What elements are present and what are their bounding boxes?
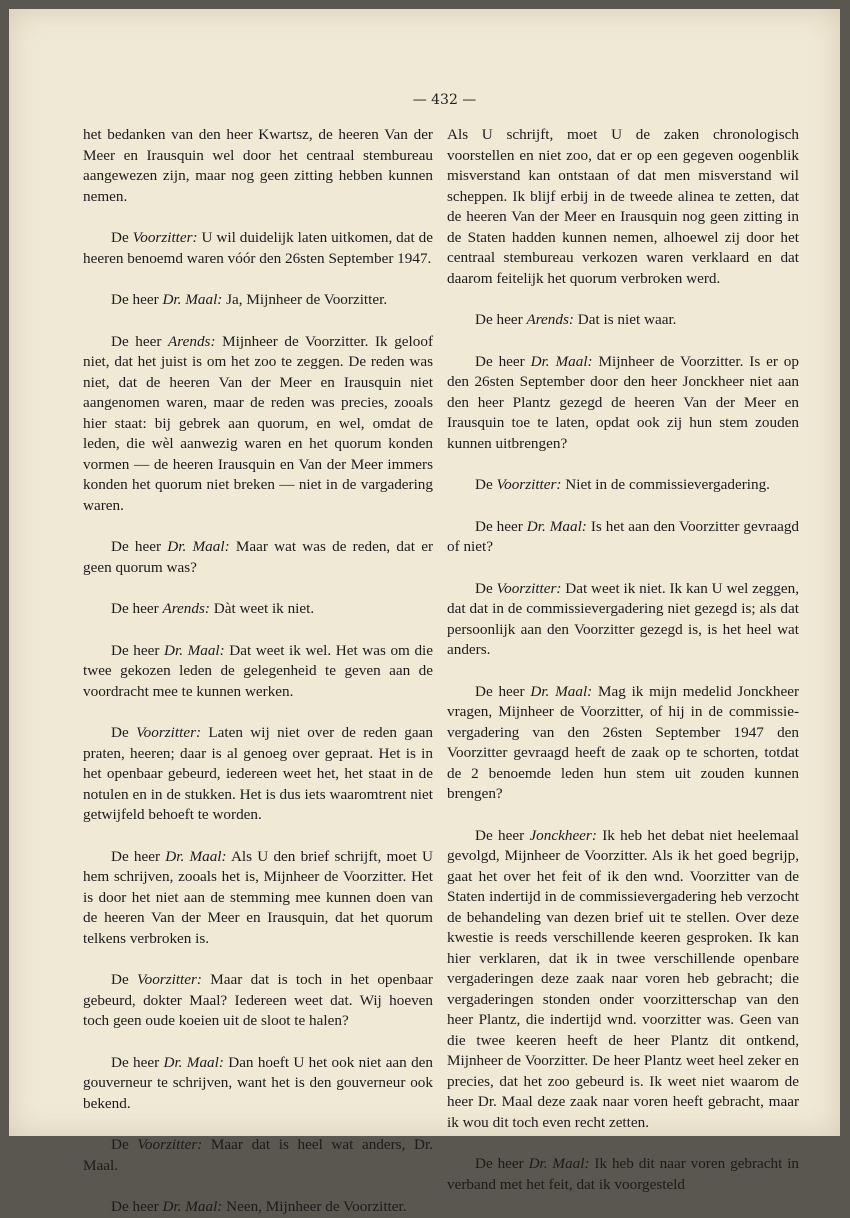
paragraph: De Voorzitter: Maar dat is heel wat anders, Dr. Maal. — [83, 1136, 433, 1174]
paragraph: De heer Dr. Maal: Ik heb dit naar voren gebracht in verband met het feit, dat ik voorgesteld — [447, 1155, 800, 1193]
paragraph: De heer Dr. Maal: Ja, Mijnheer de Voorzitter. — [111, 291, 388, 308]
scanned-page — [9, 9, 840, 1215]
paragraph: De heer Arends: Mijnheer de Voorzitter. Ik geloof niet, dat het juist is om het zoo te zeggen. De reden was niet, dat de heeren Van der Meer en Irausquin niet aangenomen waren, maar de reden was precies, zooals hier staat: bij gebrek aan quorum, en wel, omdat de leden, die wèl aanwezig waren en het quorum konden vormen — de heeren Irausquin en Van der Meer immers konden het quorum niet breken — niet in de vargadering waren. — [83, 332, 434, 514]
paragraph: De heer Dr. Maal: Is het aan den Voorzitter gevraagd of niet? — [447, 517, 800, 555]
paragraph: De heer Dr. Maal: Als U den brief schrijft, moet U hem schrijven, zooals het is, Mijnheer de Voorzitter. Het is door het niet aan de stemming mee kunnen doen van de heeren Van der Meer en Irausquin, dat het quorum telkens verbroken is. — [83, 847, 434, 947]
paragraph: De heer Dr. Maal: Dat weet ik wel. Het was om die twee gekozen leden de gelegenheid te geven aan de voordracht mee te kunnen werken. — [83, 641, 433, 700]
speaker-name: Arends: — [526, 311, 574, 328]
speaker-name: Dr. Maal: — [164, 641, 225, 659]
paragraph: De heer Dr. Maal: Dan hoeft U het ook niet aan den gouverneur te schrijven, want het is den gouverneur ook bekend. — [83, 1053, 434, 1112]
paragraph: De Voorzitter: U wil duidelijk laten uitkomen, dat de heeren benoemd waren vóór den 26sten September 1947. — [83, 229, 433, 267]
paragraph: De heer Dr. Maal: Mijnheer de Voorzitter. Is er op den 26sten September door den heer Jonckheer niet aan den heer Plantz gezegd de heeren Van der Meer en Irausquin toe te laten, opdat ook zij hun stem zouden kunnen uitbrengen? — [447, 352, 799, 452]
paragraph: De heer Dr. Maal: Neen, Mijnheer de Voorzitter. — [111, 1198, 407, 1215]
paragraph: De heer Jonckheer: Ik heb het debat niet heelemaal gevolgd, Mijnheer de Voorzitter. Als ik het goed begrijp, gaat het over het feit of ik den wnd. Voorzitter van de Staten indertijd in de commissievergadering heb verzocht de behandeling van dezen brief uit te stellen. Over deze kwestie is reeds verschillende keeren gesproken. Ik kan hier verklaren, dat ik in twee verschillende openbare vergaderingen deze zaak naar voren heb gebracht; die vergaderingen stonden onder voorzitterschap van den heer Plantz, die indertijd wnd. voorzitter was. Geen van die twee keeren heeft de heer Plantz dit ontkend, Mijnheer de Voorzitter. De heer Plantz weet heel zeker en precies, dat het zoo gebeurd is. Ik weet niet waarom de heer Dr. Maal deze zaak naar voren heeft gebracht, maar ik wou dit toch even recht zetten. — [447, 826, 800, 1131]
paragraph: De Voorzitter: Maar dat is toch in het openbaar gebeurd, dokter Maal? Iedereen weet dat. Wij hoeven toch geen oude koeien uit de sloot te halen? — [83, 971, 433, 1029]
speaker-name: Dr. Maal: — [162, 291, 223, 308]
page-number: — 432 — — [412, 92, 477, 108]
speaker-name: Dr. Maal: — [530, 352, 593, 370]
right-column — [447, 125, 799, 1195]
speaker-name: Dr. Maal: — [162, 1198, 223, 1215]
speaker-name: Voorzitter: — [132, 229, 198, 246]
left-column — [83, 125, 433, 1218]
speaker-name: Voorzitter: — [496, 579, 562, 597]
paragraph: De heer Arends: Dàt weet ik niet. — [111, 600, 315, 617]
speaker-name: Dr. Maal: — [167, 538, 230, 555]
paragraph: De heer Arends: Dat is niet waar. — [475, 311, 677, 328]
speaker-name: Dr. Maal: — [526, 517, 587, 535]
speaker-name: Voorzitter: — [496, 476, 562, 493]
speaker-name: Arends: — [168, 332, 216, 350]
paragraph: De Voorzitter: Laten wij niet over de reden gaan praten, heeren; daar is al genoeg over gepraat. Het is in het openbaar gebeurd, iedereen weet het, het staat in de notulen en in de stukken. Het is dus iets waaromtrent niet getwijfeld behoeft te worden. — [83, 724, 433, 823]
speaker-name: Dr. Maal: — [163, 1053, 224, 1071]
speaker-name: Voorzitter: — [136, 724, 202, 741]
speaker-name: Voorzitter: — [137, 971, 202, 988]
paragraph: Als U schrijft, moet U de zaken chronologisch voorstellen en niet zoo, dat er op een gegeven oogenblik misverstand kan ontstaan of dat men misverstand wil scheppen. Ik blijf erbij in de tweede alinea te zetten, dat de heeren Van der Meer en Irausquin nog geen zitting in de Staten hadden kunnen nemen, alhoewel zij door het centraal stembureau verkozen waren verklaard en dat daarom feitelijk het quorum verbroken werd. — [447, 126, 799, 287]
paragraph: De heer Dr. Maal: Mag ik mijn medelid Jonckheer vragen, Mijnheer de Voorzitter, of hij in de commissie-vergadering van den 26sten September 1947 den Voorzitter gevraagd heeft de zaak op te schorten, totdat de 2 benoemde leden hun stem uit zouden kunnen brengen? — [447, 682, 799, 802]
speaker-name: Dr. Maal: — [530, 682, 593, 700]
paragraph: De Voorzitter: Dat weet ik niet. Ik kan U wel zeggen, dat dat in de commissievergadering niet gezegd is; als dat persoonlijk aan den Voorzitter gezegd is, is het heel wat anders. — [447, 579, 799, 658]
paragraph: De Voorzitter: Niet in de commissievergadering. — [475, 476, 770, 493]
speaker-name: Jonckheer: — [529, 826, 597, 844]
speaker-name: Arends: — [162, 600, 210, 617]
paragraph: De heer Dr. Maal: Maar wat was de reden, dat er geen quorum was? — [83, 538, 434, 576]
speaker-name: Dr. Maal: — [165, 847, 227, 865]
paragraph: het bedanken van den heer Kwartsz, de heeren Van der Meer en Irausquin wel door het centraal stembureau aangewezen zijn, maar nog geen zitting hebben kunnen nemen. — [83, 126, 433, 205]
speaker-name: Dr. Maal: — [528, 1155, 590, 1172]
speaker-name: Voorzitter: — [137, 1136, 203, 1153]
